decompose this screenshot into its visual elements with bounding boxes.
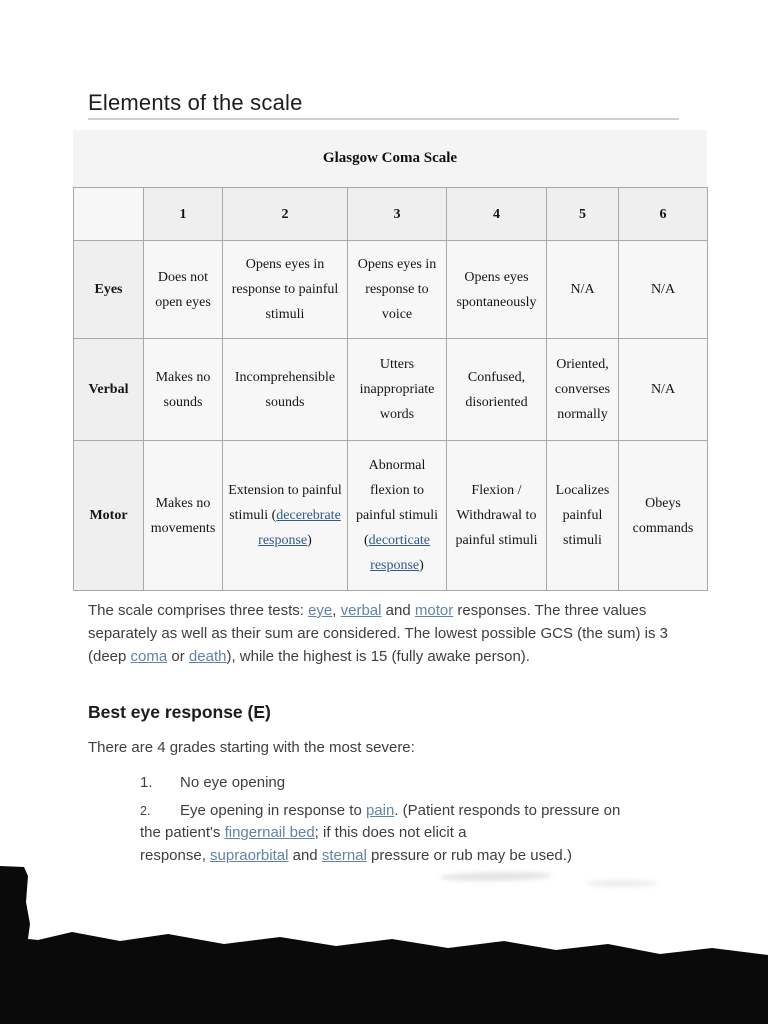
- table-row-eyes: [74, 241, 708, 339]
- gcs-cell: N/A: [619, 241, 708, 339]
- gcs-cell: Localizes painful stimuli: [547, 441, 619, 591]
- glasgow-coma-scale-table: [73, 187, 708, 591]
- gcs-corner-cell: [74, 188, 144, 241]
- gcs-cell: Utters inappropriate words: [348, 339, 447, 441]
- gcs-score-header-2: 2: [223, 188, 348, 241]
- link-pain[interactable]: pain: [365, 801, 395, 819]
- gcs-cell: Opens eyes in response to painful stimuli: [223, 241, 348, 339]
- gcs-cell: Confused, disoriented: [447, 339, 547, 441]
- scan-tear-bottom-band: [0, 932, 768, 1024]
- page-title: Elements of the scale: [88, 90, 303, 115]
- grades-list: [140, 772, 742, 872]
- list-item-text: Eye opening in response to pain. (Patient responds to pressure on the patient's fingernail bed; if this does not elicit a response, supraorbital and sternal pressure or rub may be used.): [140, 801, 621, 864]
- gcs-score-header-1: 1: [144, 188, 223, 241]
- gcs-cell: Abnormal flexion to painful stimuli (decorticate response): [348, 441, 447, 591]
- list-number: 1.: [140, 774, 153, 791]
- gcs-row-label-eyes: Eyes: [74, 241, 144, 339]
- gcs-cell: Makes no sounds: [144, 339, 223, 441]
- list-number: 2.: [140, 803, 151, 818]
- gcs-row-label-verbal: Verbal: [74, 339, 144, 441]
- summary-paragraph: The scale comprises three tests: eye, verbal and motor responses. The three values separately as well as their sum are considered. The lowest possible GCS (the sum) is 3 (deep coma or death), while the highest is 15 (fully awake person).: [88, 602, 668, 665]
- table-caption: Glasgow Coma Scale: [73, 130, 707, 187]
- gcs-score-header-3: 3: [348, 188, 447, 241]
- gcs-cell: Makes no movements: [144, 441, 223, 591]
- link-fingernail-bed[interactable]: fingernail bed: [224, 824, 315, 841]
- link-motor[interactable]: motor: [414, 602, 454, 619]
- link-eye[interactable]: eye: [308, 602, 333, 619]
- gcs-score-header-5: 5: [547, 188, 619, 241]
- link-sternal[interactable]: sternal: [321, 846, 367, 864]
- link-coma[interactable]: coma: [130, 648, 168, 665]
- gcs-cell: Does not open eyes: [144, 241, 223, 339]
- table-header-row: [74, 188, 708, 241]
- table-row-motor: [74, 441, 708, 591]
- gcs-row-label-motor: Motor: [74, 441, 144, 591]
- gcs-cell: Obeys commands: [619, 441, 708, 591]
- gcs-cell: Incomprehensible sounds: [223, 339, 348, 441]
- gcs-score-header-4: 4: [447, 188, 547, 241]
- gcs-cell: N/A: [547, 241, 619, 339]
- link-supraorbital[interactable]: supraorbital: [210, 846, 289, 864]
- list-item-1: [140, 772, 742, 795]
- gcs-cell: Flexion / Withdrawal to painful stimuli: [447, 441, 547, 591]
- gcs-cell: Oriented, converses normally: [547, 339, 619, 441]
- list-item-text: No eye opening: [180, 774, 286, 791]
- link-death[interactable]: death: [188, 648, 227, 665]
- scan-tear-artifact: [0, 862, 768, 1024]
- table-row-verbal: [74, 339, 708, 441]
- grades-intro: There are 4 grades starting with the most severe:: [88, 739, 415, 756]
- list-item-2: [140, 800, 742, 868]
- link-decerebrate-response[interactable]: decerebrate response: [258, 508, 341, 548]
- gcs-score-header-6: 6: [619, 188, 708, 241]
- section-heading: Best eye response (E): [88, 702, 271, 722]
- link-verbal[interactable]: verbal: [340, 602, 382, 619]
- gcs-cell: N/A: [619, 339, 708, 441]
- title-divider: [88, 118, 679, 120]
- link-decorticate-response[interactable]: decorticate response: [368, 533, 431, 573]
- gcs-cell: Extension to painful stimuli (decerebrate response): [223, 441, 348, 591]
- gcs-cell: Opens eyes spontaneously: [447, 241, 547, 339]
- gcs-cell: Opens eyes in response to voice: [348, 241, 447, 339]
